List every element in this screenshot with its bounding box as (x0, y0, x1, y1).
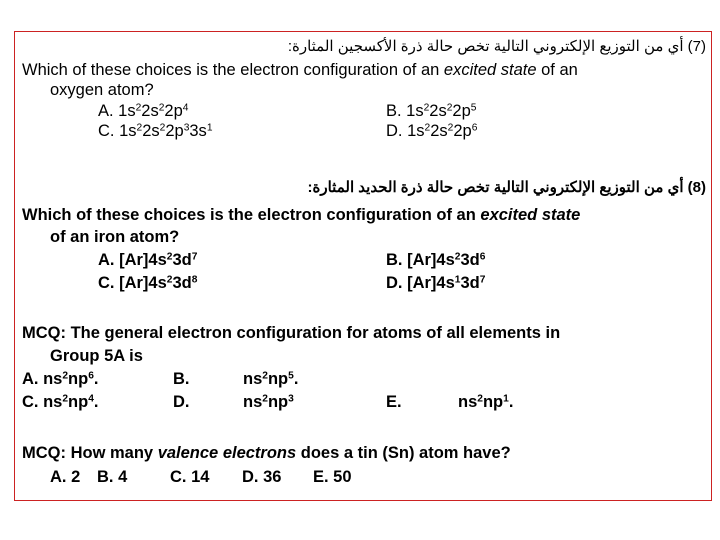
q7-option-d: D. $1s^22s^22p^6$ (386, 122, 478, 140)
q7-arabic-prompt: (7) أي من التوزيع الإلكتروني التالية تخص حالة ذرة الأكسجين المثارة: (287, 38, 706, 55)
q8-prompt: Which of these choices is the electron configuration of an excited state (22, 206, 581, 224)
q9-option-e: $ns^2np^1$. (458, 393, 514, 411)
q10-option-a: A. 2 (50, 468, 81, 486)
q7-option-b: B. $1s^22s^22p^5$ (386, 102, 477, 120)
q9-prompt: MCQ: The general electron configuration for atoms of all elements in (22, 324, 561, 342)
q9-prompt-cont: Group 5A is (50, 347, 143, 365)
q7-option-a: A. $1s^22s^22p^4$ (98, 102, 189, 120)
q9-option-d-label: D. (173, 393, 190, 411)
q8-option-b: B. $[Ar]4s^23d^6$ (386, 251, 486, 269)
q9-option-b: $ns^2np^5$. (243, 370, 299, 388)
q9-option-e-label: E. (386, 393, 402, 411)
q10-option-c: C. 14 (170, 468, 210, 486)
q10-option-b: B. 4 (97, 468, 128, 486)
q9-option-c: C. $ns^2np^4$. (22, 393, 99, 411)
q8-prompt-cont: of an iron atom? (50, 228, 180, 246)
q7-prompt: Which of these choices is the electron configuration of an excited state of an (22, 61, 578, 79)
q8-option-a: A. $[Ar]4s^23d^7$ (98, 251, 198, 269)
q9-option-d: $ns^2np^3$ (243, 393, 294, 411)
q8-option-c: C. $[Ar]4s^23d^8$ (98, 274, 198, 292)
q7-option-c: C. $1s^22s^22p^33s^1$ (98, 122, 213, 140)
q9-option-a: A. $ns^2np^6$. (22, 370, 99, 388)
q10-prompt: MCQ: How many valence electrons does a tin (Sn) atom have? (22, 444, 511, 462)
q10-option-d: D. 36 (242, 468, 282, 486)
q9-option-b-label: B. (173, 370, 190, 388)
q8-arabic-prompt: (8) أي من التوزيع الإلكتروني التالية تخص حالة ذرة الحديد المثارة: (307, 179, 706, 196)
q8-option-d: D. $[Ar]4s^13d^7$ (386, 274, 486, 292)
q7-prompt-cont: oxygen atom? (50, 81, 154, 99)
q10-option-e: E. 50 (313, 468, 352, 486)
